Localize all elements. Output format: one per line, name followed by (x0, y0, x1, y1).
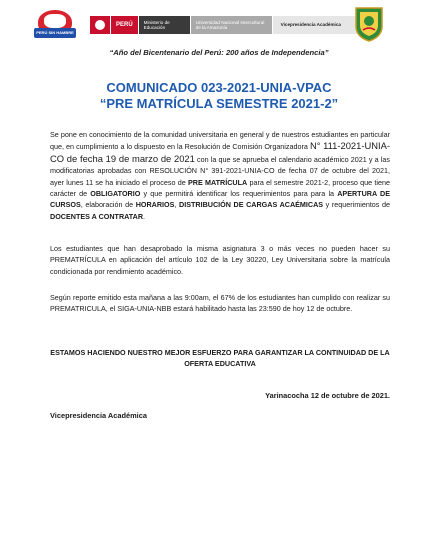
paragraph-3: Según reporte emitido esta mañana a las 9:00am, el 67% de los estudiantes han cumplido con realizar su PREMATRICULA, el SIGA-UNIA-NBB estará habilitado hasta las 23:590 de hoy 12 de octubre. (50, 293, 390, 314)
title-line-2: “PRE MATRÍCULA SEMESTRE 2021-2” (99, 96, 339, 111)
university-label: Universidad Nacional Intercultural de la Amazonía (190, 16, 272, 34)
peru-sin-hambre-logo (34, 10, 76, 40)
p1-text-5: , elaboración de (80, 200, 136, 210)
year-motto: “Año del Bicentenario del Perú: 200 años de Independencia” (109, 48, 329, 57)
title-line-1: COMUNICADO 023-2021-UNIA-VPAC (106, 80, 332, 95)
date-line: Yarinacocha 12 de octubre de 2021. (265, 391, 390, 400)
p1-bold-distribucion: DISTRIBUCIÓN DE CARGAS ACAÉMICAS (179, 200, 324, 210)
highlight-notice: ESTAMOS HACIENDO NUESTRO MEJOR ESFUERZO PARA GARANTIZAR LA CONTINUIDAD DE LA OFERTA EDUCATIVA (50, 348, 390, 369)
page-title (0, 80, 438, 112)
government-banner (90, 16, 358, 34)
ministry-label: Ministerio de Educación (138, 16, 190, 34)
office-label: Vicepresidencia Académica (272, 16, 358, 34)
paragraph-2: Los estudiantes que han desaprobado la misma asignatura 3 o más veces no pueden hacer su PREMATRÍCULA en aplicación del artículo 102 de la Ley 30220, Ley Universitaria sobre la matrícula condicionada por rendimiento académico. (50, 244, 390, 276)
p1-text-3: para el semestre 2021-2, proceso que tiene carácter de (50, 177, 391, 199)
p1-text-1: Se pone en conocimiento de la comunidad universitaria en general y de nuestros estudiantes en particular que, en cumplimiento a lo dispuesto en la Resolución de Comisión Organizadora (50, 130, 390, 152)
p1-text-4: y que permitirá identificar los requerimientos para para la (140, 189, 338, 199)
signature-office: Vicepresidencia Académica (50, 411, 147, 420)
p1-text-8: . (143, 211, 146, 221)
p1-text-6: , (174, 200, 180, 210)
p1-bold-prematricula: PRE MATRÍCULA (187, 177, 248, 187)
paragraph-1 (50, 129, 390, 222)
p1-text-2: con la que se aprueba el calendario académico 2021 y a las modificatorias aprobadas con RESOLUCIÓN N° 391-2021-UNIA-CO de fecha 07 de octubre del 2021, ayer lunes 11 se ha iniciado el proceso de (50, 154, 390, 187)
peru-sin-hambre-logo-text: PERÚ SIN HAMBRE (36, 30, 74, 35)
peru-label: PERÚ (110, 16, 138, 34)
university-crest-icon (354, 6, 384, 42)
document-header (34, 8, 384, 42)
p1-bold-horarios: HORARIOS (135, 200, 175, 210)
peru-shield-icon (90, 16, 110, 34)
p1-bold-docentes: DOCENTES A CONTRATAR (50, 211, 144, 221)
p1-bold-obligatorio: OBLIGATORIO (90, 189, 141, 199)
p1-text-7: y requerimientos de (323, 200, 390, 210)
p1-bold-apertura: APERTURA DE CURSOS (50, 189, 391, 210)
p1-resolution-ref: N° 111-2021-UNIA-CO de fecha 19 de marzo de 2021 (50, 140, 390, 164)
